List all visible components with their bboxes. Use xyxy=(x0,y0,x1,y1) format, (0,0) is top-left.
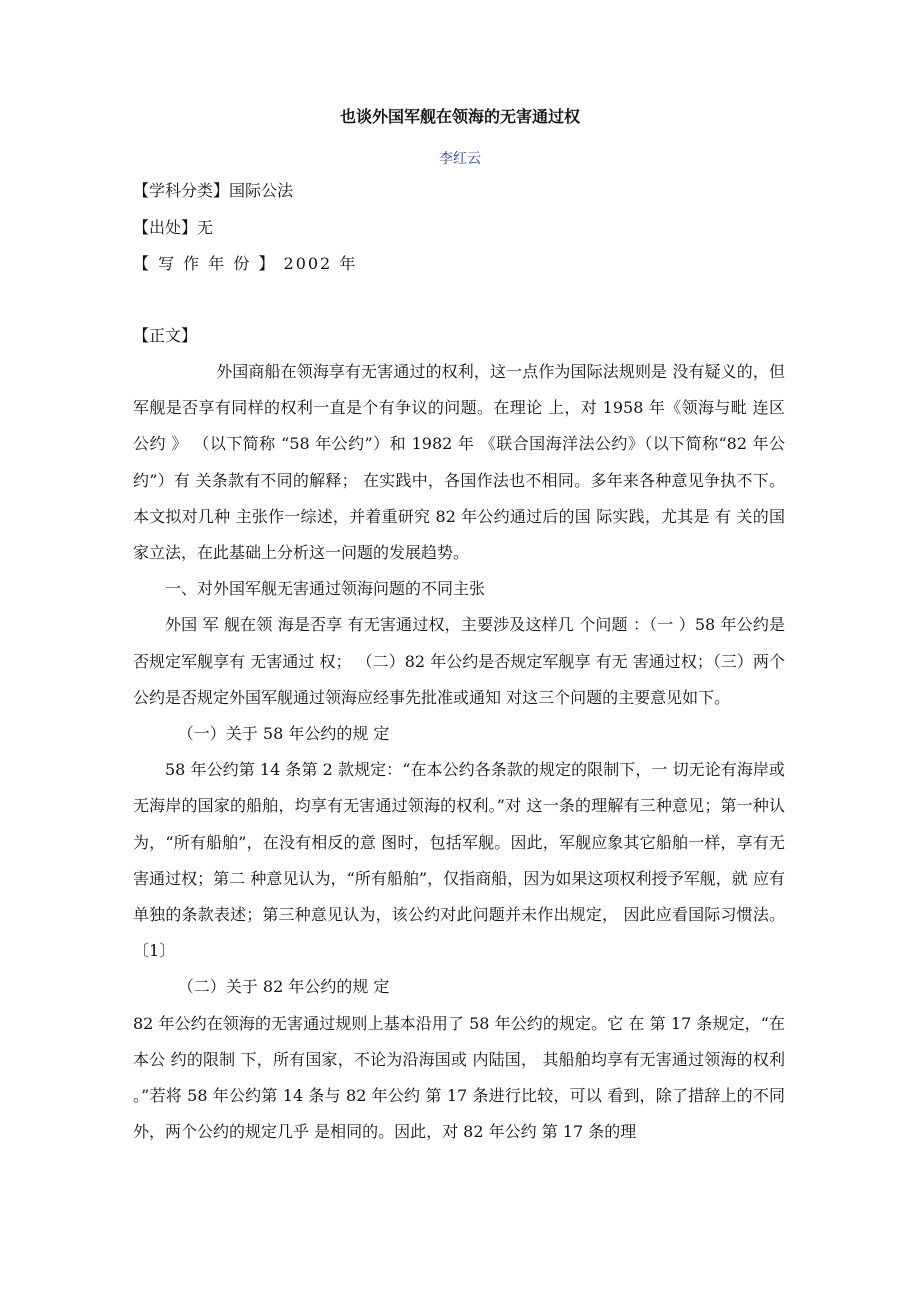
paragraph-58-convention: 58 年公约第 14 条第 2 款规定：“在本公约各条款的规定的限制下，一 切无论有海岸或无海岸的国家的船舶，均享有无害通过领海的权利。”对 这一条的理解有三种意见；第一种认为，“所有船舶”，在没有相反的意 图时，包括军舰。因此，军舰应象其它船舶一样，享有无害通过权；第二 种意见认为，“所有船舶”，仅指商船，因为如果这项权利授予军舰，就 应有单独的条款表述；第三种意见认为，该公约对此问题并未作出规定， 因此应看国际习惯法。〔1〕 xyxy=(133,760,785,961)
paragraph-issues: 外国 军 舰在领 海是否享 有无害通过权，主要涉及这样几 个问题 ：（一 ）58 年公约是否规定军舰享有 无害通过 权； （二）82 年公约是否规定军舰享 有无 害通过权；（三）两个公约是否规定外国军舰通过领海应经事先批准或通知 对这三个问题的主要意见如下。 xyxy=(133,615,785,707)
writing-year: 【 写 作 年 份 】 2002 年 xyxy=(133,254,358,273)
author-name: 李红云 xyxy=(439,151,481,167)
document-title: 也谈外国军舰在领海的无害通过权 xyxy=(339,107,580,126)
body-label: 【正文】 xyxy=(133,326,198,345)
section-heading-1: 一、对外国军舰无害通过领海问题的不同主张 xyxy=(165,579,486,599)
document-body xyxy=(133,354,785,1150)
subsection-heading-82: （二）关于 82 年公约的规 定 xyxy=(177,977,390,997)
paragraph-intro: 外国商船在领海享有无害通过的权利，这一点作为国际法规则是 没有疑义的，但军舰是否享有同样的权利一直是个有争议的问题。在理论 上，对 1958 年《领海与毗 连区公约 》 （以下简称 “58 年公约”）和 1982 年 《联合国海洋法公约》（以下简称“82 年公约”）有 关条款有不同的解释； 在实践中，各国作法也不相同。多年来各种意见争执不下。本文拟对几种 主张作一综述，并着重研究 82 年公约通过后的国 际实践，尤其是 有 关的国 家立法，在此基础上分析这一问题的发展趋势。 xyxy=(133,362,785,563)
source-field: 【出处】无 xyxy=(133,218,214,237)
subject-classification: 【学科分类】国际公法 xyxy=(133,181,294,200)
subsection-heading-58: （一）关于 58 年公约的规 定 xyxy=(177,724,390,744)
paragraph-82-convention: 82 年公约在领海的无害通过规则上基本沿用了 58 年公约的规定。它 在 第 17 条规定，“在本公 约的限制 下，所有国家，不论为沿海国或 内陆国， 其船舶均享有无害通过领海的权利 。”若将 58 年公约第 14 条与 82 年公约 第 17 条进行比较，可以 看到，除了措辞上的不同外，两个公约的规定几乎 是相同的。因此，对 82 年公约 第 17 条的理 xyxy=(133,1013,785,1142)
